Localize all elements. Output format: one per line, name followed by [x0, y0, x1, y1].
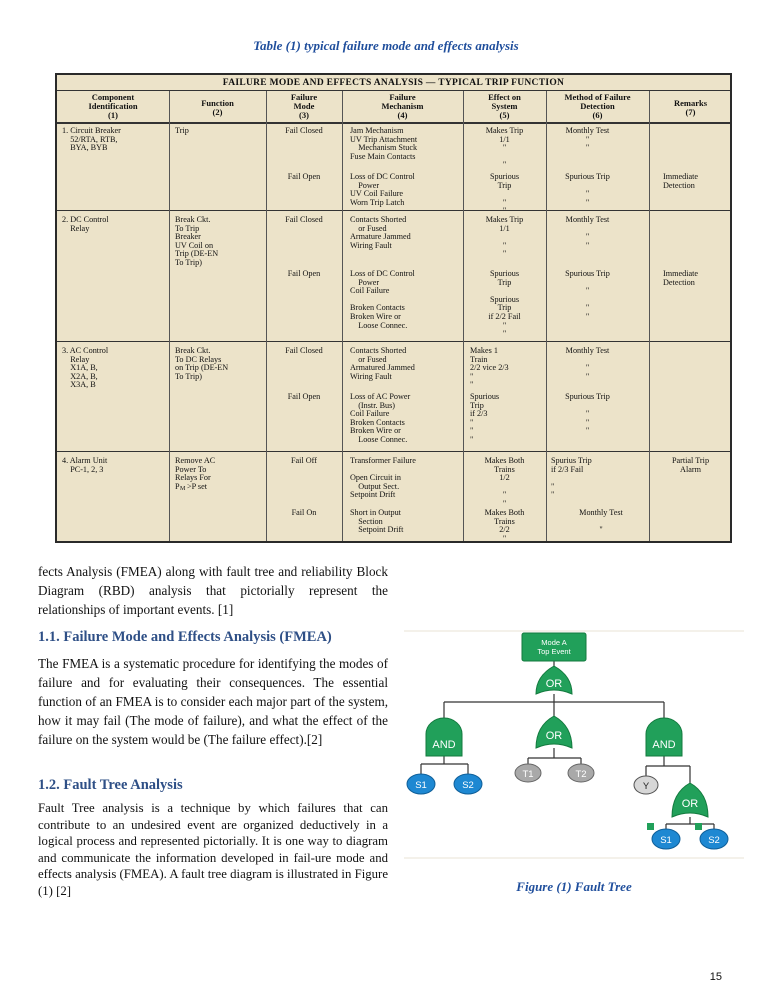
- table-cell: Jam Mechanism UV Trip Attachment Mechanism Stuck Fuse Main Contacts: [350, 126, 418, 161]
- fmea-table-image: [55, 73, 732, 543]
- table-cell: Fail On: [291, 508, 317, 517]
- table-cell: Makes Trip 1/1 " ": [485, 215, 524, 259]
- table-rule: [57, 341, 730, 342]
- table-cell: Fail Open: [287, 172, 321, 181]
- table-cell: Monthly Test ": [579, 508, 623, 535]
- table-cell-subscript: M: [180, 486, 186, 492]
- col-header: Method of Failure Detection (6): [564, 92, 631, 120]
- top-event-box: [522, 633, 586, 661]
- table-cell: >P set: [187, 482, 208, 491]
- table-cell: 4. Alarm Unit PC-1, 2, 3: [62, 456, 108, 474]
- section-paragraph-fault-tree: Fault Tree analysis is a technique by which failures that can contribute to an undesired event are organized deductively in a logical process and represented pictorially. It is one way to diagram and communicate the information developed in fail-ure mode and effects analysis (FMEA). A fault tree diagram is illustrated in Figure (1) [2]: [38, 801, 388, 898]
- table-cell: Remove AC Power To Relays For P: [175, 456, 216, 491]
- table-cell: Fail Closed: [285, 215, 323, 224]
- table-cell: Loss of DC Control Power Coil Failure Broken Contacts Broken Wire or Loose Connec.: [350, 269, 415, 330]
- svg-text:T2: T2: [575, 769, 587, 780]
- table-cell: Makes 1 Train 2/2 vice 2/3 " ": [470, 346, 509, 390]
- svg-text:T1: T1: [522, 769, 534, 780]
- table-cell: Makes Trip 1/1 " ": [485, 126, 524, 170]
- svg-text:OR: OR: [681, 798, 699, 810]
- table-cell: Spurius Trip if 2/3 Fail " ": [551, 456, 592, 500]
- table-cell: Break Ckt. To Trip Breaker UV Coil on Trip (DE-EN To Trip): [175, 215, 219, 267]
- col-header: Component Identification (1): [88, 92, 138, 120]
- table-cell: Trip: [175, 126, 189, 135]
- table-cell: Contacts Shorted or Fused Armatured Jammed Wiring Fault: [350, 346, 415, 381]
- svg-text:AND: AND: [652, 739, 676, 751]
- svg-text:AND: AND: [432, 739, 456, 751]
- section-paragraph-fmea: The FMEA is a systematic procedure for identifying the modes of failure and for evaluating their consequences. The essential function of an FMEA is to consider each major part of the system, how it may fail (The mode of failure), and what the effect of the failure on the system would be (The failure effect).[2]: [38, 656, 388, 747]
- table-cell: Transformer Failure Open Circuit in Output Sect. Setpoint Drift: [350, 456, 416, 500]
- table-cell: Fail Open: [287, 392, 321, 401]
- table-cell: Fail Open: [287, 269, 321, 278]
- top-event-line1: Mode A: [541, 638, 567, 647]
- svg-text:S2: S2: [462, 780, 474, 791]
- table-cell: Makes Both Trains 2/2 ": [484, 508, 525, 543]
- table-cell: Short in Output Section Setpoint Drift: [350, 508, 404, 535]
- table-cell: Spurious Trip " ": [565, 172, 610, 207]
- table-cell: Immediate Detection: [663, 269, 699, 287]
- svg-text:S1: S1: [415, 780, 427, 791]
- table-cell: Fail Closed: [285, 126, 323, 135]
- table-cell: Partial Trip Alarm: [671, 456, 710, 474]
- table-caption: Table (1) typical failure mode and effects analysis: [253, 38, 519, 53]
- table-cell: Fail Off: [290, 456, 317, 465]
- page-number: 15: [709, 971, 722, 983]
- and-gate-right: [646, 718, 682, 756]
- svg-text:OR: OR: [545, 678, 563, 690]
- table-cell: Loss of AC Power (Instr. Bus) Coil Failure Broken Contacts Broken Wire or Loose Connec.: [350, 392, 411, 444]
- col-header: Function (2): [201, 98, 234, 117]
- section-heading-fmea: 1.1. Failure Mode and Effects Analysis (FMEA): [38, 629, 332, 645]
- table-cell: Spurious Trip " " ": [565, 269, 610, 321]
- event-t2: [568, 764, 594, 782]
- table-rule: [57, 210, 730, 211]
- svg-text:S2: S2: [708, 835, 720, 846]
- table-cell: Makes Both Trains 1/2 " ": [484, 456, 525, 508]
- table-cell: Monthly Test " ": [565, 346, 610, 381]
- table-cell: 3. AC Control Relay X1A, B, X2A, B, X3A, B: [62, 346, 109, 390]
- table-rule: [57, 451, 730, 452]
- col-header: Remarks (7): [673, 98, 708, 117]
- table-cell: Spurious Trip if 2/3 " " ": [470, 392, 500, 444]
- col-header: Effect on System (5): [488, 92, 521, 120]
- table-cell: Monthly Test " ": [565, 126, 610, 153]
- svg-text:S1: S1: [660, 835, 672, 846]
- event-s2: [454, 774, 482, 794]
- table-cell: Spurious Trip " " ": [565, 392, 610, 436]
- and-gate-left: [426, 718, 462, 756]
- event-y: [634, 776, 658, 794]
- top-event-line2: Top Event: [537, 647, 571, 656]
- svg-text:Y: Y: [642, 781, 650, 792]
- table-cell: Spurious Trip Spurious Trip if 2/2 Fail " ": [488, 269, 521, 339]
- figure-caption: Figure (1) Fault Tree: [516, 879, 632, 894]
- table-cell: Loss of DC Control Power UV Coil Failure Worn Trip Latch: [350, 172, 415, 207]
- col-header: Failure Mode (3): [290, 92, 318, 120]
- section-heading-fault-tree: 1.2. Fault Tree Analysis: [38, 777, 183, 793]
- table-cell: Break Ckt. To DC Relays on Trip (DE-EN To Trip): [175, 346, 229, 381]
- table-cell: Fail Closed: [285, 346, 323, 355]
- table-cell: Spurious Trip " ": [489, 172, 520, 216]
- col-header: Failure Mechanism (4): [381, 92, 424, 120]
- table-cell: 1. Circuit Breaker 52/RTA, RTB, BYA, BYB: [62, 126, 121, 153]
- table-cell: Contacts Shorted or Fused Armature Jammed Wiring Fault: [350, 215, 411, 250]
- event-s1: [407, 774, 435, 794]
- table-rule: [57, 122, 730, 124]
- event-t1: [515, 764, 541, 782]
- fault-tree-diagram: [404, 630, 744, 860]
- table-rule: [169, 91, 170, 541]
- fmea-table-title: FAILURE MODE AND EFFECTS ANALYSIS — TYPICAL TRIP FUNCTION: [222, 78, 565, 88]
- table-cell: 2. DC Control Relay: [62, 215, 109, 233]
- table-rule: [57, 90, 730, 91]
- table-cell: Monthly Test " ": [565, 215, 610, 250]
- svg-text:OR: OR: [545, 730, 563, 742]
- table-rule: [342, 91, 343, 541]
- table-rule: [266, 91, 267, 541]
- intro-paragraph: fects Analysis (FMEA) along with fault tree and reliability Block Diagram (RBD) analysis that pictorially represent the relationships of important events. [1]: [38, 564, 388, 617]
- table-cell: Immediate Detection: [663, 172, 699, 190]
